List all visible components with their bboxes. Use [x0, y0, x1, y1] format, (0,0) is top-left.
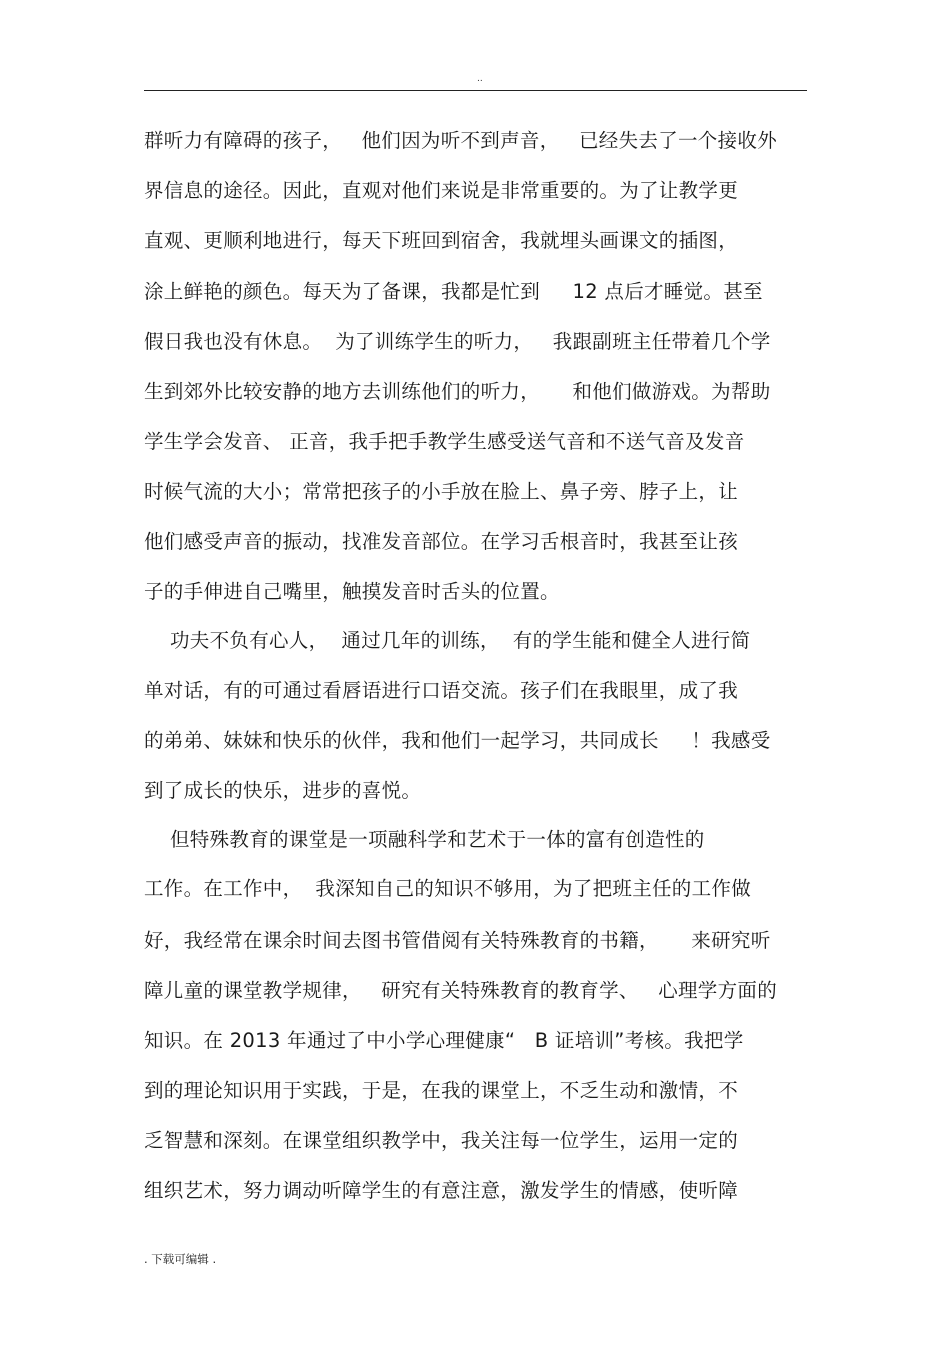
body-line: 的弟弟、妹妹和快乐的伙伴，我和他们一起学习，共同成长 ！我感受	[144, 729, 771, 752]
body-line: 但特殊教育的课堂是一项融科学和艺术于一体的富有创造性的	[144, 828, 705, 851]
body-line: 知识。在 2013 年通过了中小学心理健康“ B 证培训”考核。我把学	[144, 1029, 744, 1052]
body-line: 学生学会发音、 正音，我手把手教学生感受送气音和不送气音及发音	[144, 430, 745, 453]
body-line: 工作。在工作中， 我深知自己的知识不够用，为了把班主任的工作做	[144, 877, 751, 900]
body-line: 直观、更顺利地进行，每天下班回到宿舍，我就埋头画课文的插图，	[144, 229, 739, 252]
body-line: 单对话，有的可通过看唇语进行口语交流。孩子们在我眼里，成了我	[144, 679, 739, 702]
body-line: 到的理论知识用于实践，于是，在我的课堂上，不乏生动和激情，不	[144, 1079, 739, 1102]
header-rule	[144, 90, 807, 91]
body-line: 时候气流的大小；常常把孩子的小手放在脸上、鼻子旁、脖子上，让	[144, 480, 739, 503]
body-line: 组织艺术，努力调动听障学生的有意注意，激发学生的情感，使听障	[144, 1179, 739, 1202]
body-line: 假日我也没有休息。 为了训练学生的听力， 我跟副班主任带着几个学	[144, 330, 771, 353]
body-line: 界信息的途径。因此，直观对他们来说是非常重要的。为了让教学更	[144, 179, 739, 202]
header-mark: ..	[477, 74, 483, 84]
body-line: 障儿童的课堂教学规律， 研究有关特殊教育的教育学、 心理学方面的	[144, 979, 777, 1002]
body-line: 到了成长的快乐，进步的喜悦。	[144, 779, 422, 802]
body-line: 群听力有障碍的孩子， 他们因为听不到声音， 已经失去了一个接收外	[144, 129, 777, 152]
body-line: 生到郊外比较安静的地方去训练他们的听力， 和他们做游戏。为帮助	[144, 380, 771, 403]
body-line: 他们感受声音的振动，找准发音部位。在学习舌根音时，我甚至让孩	[144, 530, 739, 553]
footer-note: . 下载可编辑 .	[144, 1252, 217, 1266]
body-line: 子的手伸进自己嘴里，触摸发音时舌头的位置。	[144, 580, 560, 603]
body-line: 功夫不负有心人， 通过几年的训练， 有的学生能和健全人进行简	[144, 629, 751, 652]
body-line: 好，我经常在课余时间去图书管借阅有关特殊教育的书籍， 来研究听	[144, 929, 771, 952]
body-line: 乏智慧和深刻。在课堂组织教学中，我关注每一位学生，运用一定的	[144, 1129, 739, 1152]
body-line: 涂上鲜艳的颜色。每天为了备课，我都是忙到 12 点后才睡觉。甚至	[144, 280, 763, 303]
